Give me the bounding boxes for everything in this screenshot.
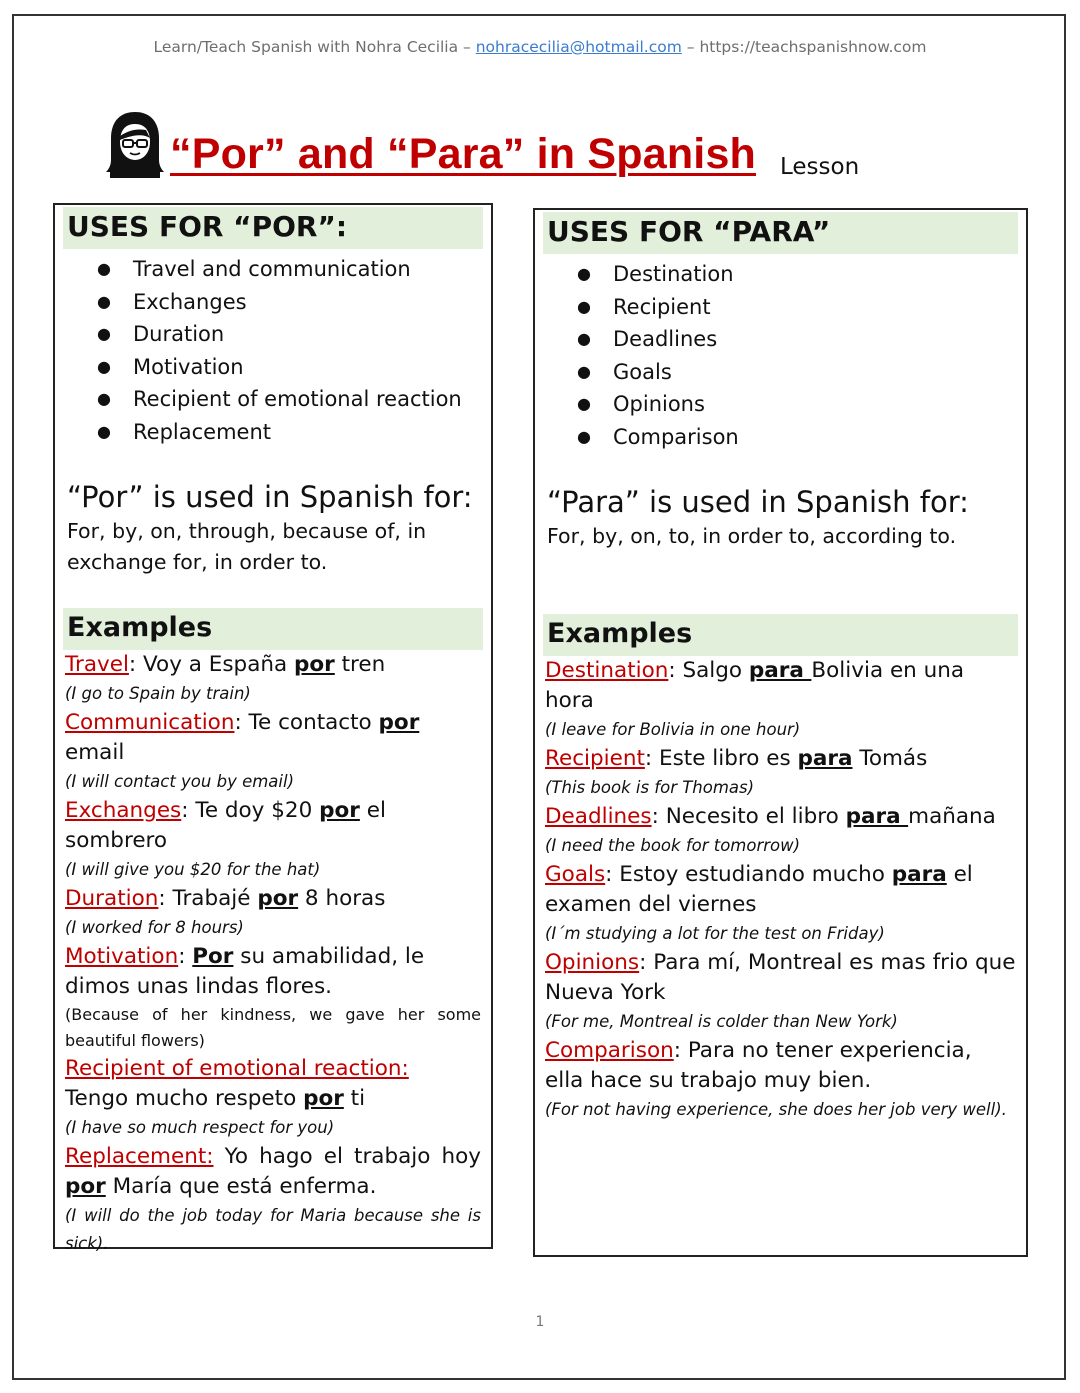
bullet-icon: ● (97, 324, 111, 343)
example-translation: (Because of her kindness, we gave her some beautiful flowers) (65, 1005, 481, 1050)
example-translation: (I will give you $20 for the hat) (65, 860, 321, 879)
example-item: Exchanges: Te doy $20 por el sombrero (I will give you $20 for the hat) (65, 796, 481, 884)
bullet-icon: ● (97, 389, 111, 408)
example-translation: (I need the book for tomorrow) (545, 836, 801, 855)
bullet-icon: ● (97, 356, 111, 376)
por-examples-heading: Examples (63, 608, 483, 650)
por-used-body: For, by, on, through, because of, in exchange for, in order to. (67, 519, 427, 574)
list-item: ● Recipient (577, 291, 1026, 324)
para-uses-list (535, 258, 1026, 453)
example-translation: (I will do the job today for Maria because she is sick). (65, 1206, 481, 1253)
para-uses-heading: USES FOR “PARA” (543, 212, 1018, 254)
list-item: ● Goals (577, 356, 1026, 389)
por-uses-heading: USES FOR “POR”: (63, 207, 483, 249)
example-item: Recipient: Este libro es para Tomás (This book is for Thomas) (545, 744, 1016, 802)
por-used-heading: “Por” is used in Spanish for: (67, 480, 473, 514)
list-item: ● Duration (97, 318, 491, 351)
bullet-icon: ● (577, 264, 591, 283)
bullet-icon: ● (577, 361, 591, 381)
example-item: Motivation: Por su amabilidad, le dimos unas lindas flores. (Because of her kindness, we gave her some beautiful flowers) (65, 942, 481, 1054)
example-translation: (I have so much respect for you) (65, 1118, 335, 1137)
header-suffix: – https://teachspanishnow.com (681, 38, 927, 56)
para-used-heading: “Para” is used in Spanish for: (547, 485, 969, 519)
list-item: ● Comparison (577, 421, 1026, 454)
page-number: 1 (535, 1314, 545, 1330)
example-translation: (I´m studying a lot for the test on Friday) (545, 924, 885, 943)
bullet-icon: ● (97, 259, 111, 278)
example-item: Deadlines: Necesito el libro para mañana (I need the book for tomorrow) (545, 802, 1016, 860)
list-item: ● Recipient of emotional reaction (97, 383, 491, 416)
example-item: Opinions: Para mí, Montreal es mas frio que Nueva York (For me, Montreal is colder than New York) (545, 948, 1016, 1036)
list-item: ● Deadlines (577, 323, 1026, 356)
header-prefix: Learn/Teach Spanish with Nohra Cecilia – (153, 38, 476, 56)
example-translation: (This book is for Thomas) (545, 778, 755, 797)
example-item: Replacement: Yo hago el trabajo hoy por María que está enferma. (I will do the job today for Maria because she is sick). (65, 1142, 481, 1258)
list-item: ● Motivation (97, 351, 491, 384)
bullet-icon: ● (97, 421, 111, 441)
bullet-icon: ● (577, 394, 591, 413)
list-item: ● Replacement (97, 416, 491, 449)
example-item: Comparison: Para no tener experiencia, ella hace su trabajo muy bien. (For not having experience, she does her job very well). (545, 1036, 1016, 1124)
title-suffix: Lesson (780, 154, 860, 180)
example-item: Travel: Voy a España por tren (I go to Spain by train) (65, 650, 481, 708)
por-column (53, 203, 493, 1253)
por-examples (65, 650, 481, 1258)
para-examples (545, 656, 1016, 1124)
page-title: “Por” and “Para” in Spanish (170, 130, 757, 178)
page-header (0, 38, 1080, 56)
example-item: Communication: Te contacto por email (I will contact you by email) (65, 708, 481, 796)
list-item: ● Exchanges (97, 286, 491, 319)
example-item: Recipient of emotional reaction: Tengo mucho respeto por ti (I have so much respect for you) (65, 1054, 481, 1142)
example-translation: (I will contact you by email) (65, 772, 295, 791)
list-item: ● Travel and communication (97, 253, 491, 286)
woman-with-glasses-icon (104, 110, 166, 178)
bullet-icon: ● (577, 329, 591, 348)
bullet-icon: ● (97, 291, 111, 311)
example-translation: (For not having experience, she does her job very well). (545, 1100, 1007, 1119)
list-item: ● Opinions (577, 388, 1026, 421)
por-uses-list (55, 253, 491, 448)
para-column (533, 208, 1028, 1257)
bullet-icon: ● (577, 296, 591, 316)
para-examples-heading: Examples (543, 614, 1018, 656)
list-item: ● Destination (577, 258, 1026, 291)
example-translation: (I worked for 8 hours) (65, 918, 244, 937)
example-translation: (For me, Montreal is colder than New York) (545, 1012, 898, 1031)
bullet-icon: ● (577, 426, 591, 446)
example-item: Destination: Salgo para Bolivia en una hora (I leave for Bolivia in one hour) (545, 656, 1016, 744)
example-translation: (I leave for Bolivia in one hour) (545, 720, 801, 739)
para-used-body: For, by, on, to, in order to, according to. (547, 524, 957, 548)
example-item: Goals: Estoy estudiando mucho para el examen del viernes (I´m studying a lot for the test on Friday) (545, 860, 1016, 948)
example-item: Duration: Trabajé por 8 horas (I worked for 8 hours) (65, 884, 481, 942)
example-translation: (I go to Spain by train) (65, 684, 251, 703)
header-email-link[interactable]: nohracecilia@hotmail.com (475, 38, 682, 56)
